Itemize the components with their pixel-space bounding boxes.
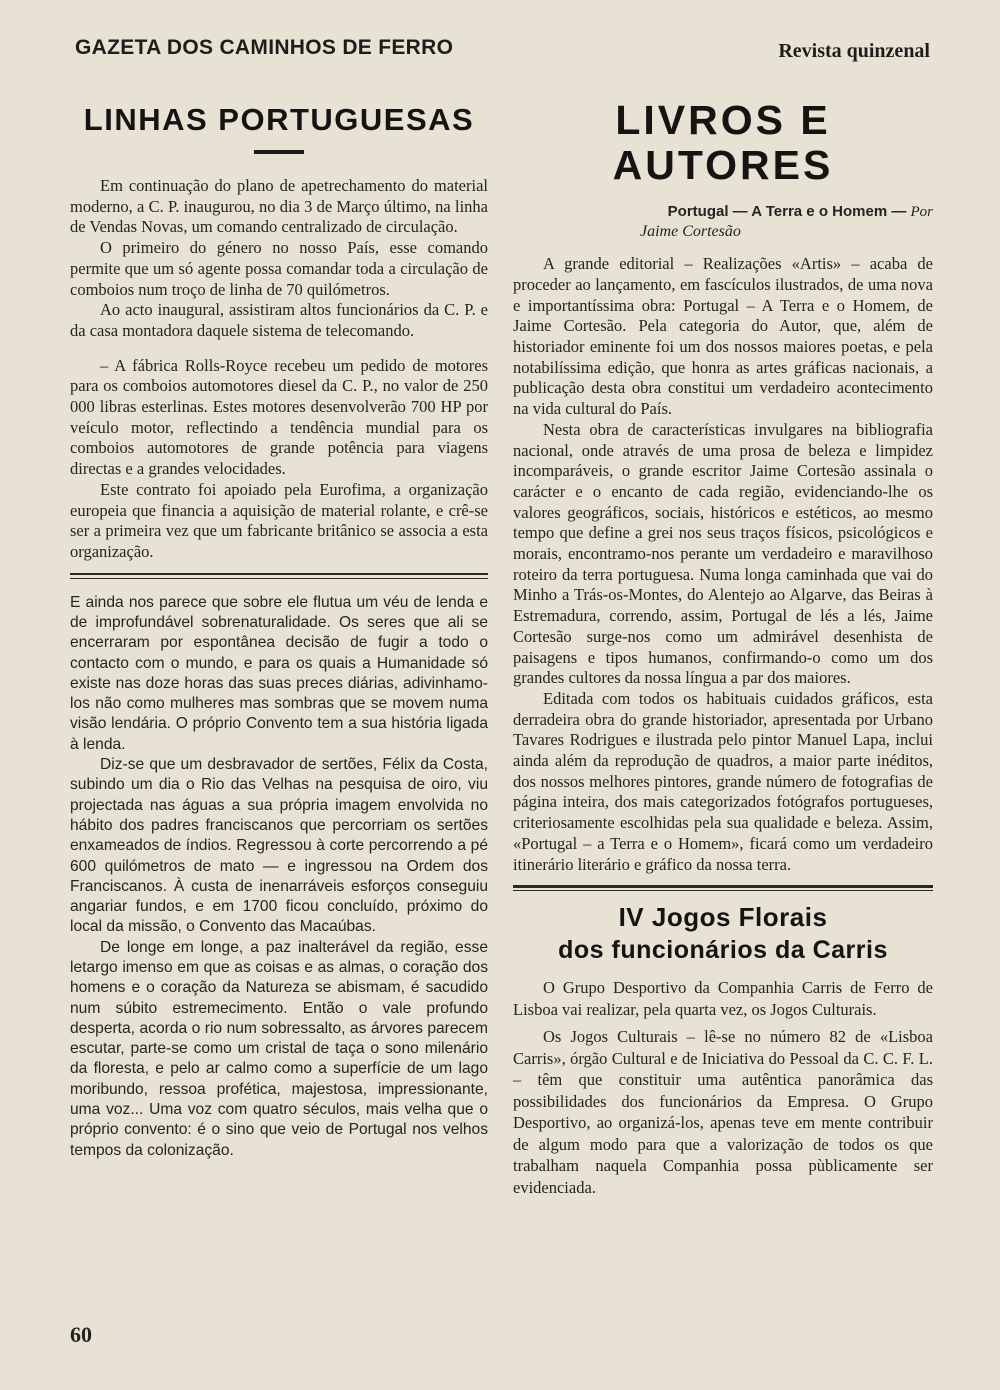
book-title-text: Portugal — A Terra e o Homem —: [667, 203, 907, 221]
article-paragraph: Este contrato foi apoiado pela Eurofima, a organização europeia que financia a aquisição de material rolante, e crê-se ser a primeira vez que um fabricante britânico se associa a esta organização.: [70, 479, 488, 561]
book-author: Jaime Cortesão: [640, 223, 741, 241]
story-paragraph: De longe em longe, a paz inalterável da região, esse letargo imenso em que as coisas e as almas, o coração dos homens e o coração da Natureza se abismam, é sacudido num súbito estremecimento. Então o vale profundo desperta, acorda o rio num sobressalto, as árvores parecem escutar, parte-se como um cristal de taça o sono milenário da floresta, e pelo ar calmo como a superfície de um lago moribundo, ressoa profética, majestosa, impressionante, uma voz... Uma voz com quatro séculos, mais velha que o próprio convento: é o sino que veio de Portugal nos velhos tempos da colonização.: [70, 938, 488, 1159]
jogos-article: [513, 977, 933, 1198]
section-divider: [513, 885, 933, 891]
section-subtitle-jogos-florais: dos funcionários da Carris: [558, 936, 888, 965]
page-number: 60: [70, 1322, 92, 1347]
section-title-linhas-portuguesas: LINHAS PORTUGUESAS: [83, 102, 475, 137]
story-paragraph: E ainda nos parece que sobre ele flutua um véu de lenda e de improfundável sobrenaturalidade. Os seres que ali se encerraram por espontânea decisão de fugir a todo o contacto com o mundo, e para os quais a Humanidade só existe nas doze horas das suas preces diárias, adivinhamo-los não como mulheres mas sombras que se movem numa visão lendária. O próprio Convento tem a sua história ligada à lenda.: [70, 593, 488, 753]
right-column: [513, 96, 933, 1198]
running-header-issue: Revista quinzenal: [778, 40, 930, 62]
book-title: [513, 202, 933, 222]
article-paragraph: O primeiro do género no nosso País, esse comando permite que um só agente possa comandar toda a circulação de comboios num troço de linha de 70 quilómetros.: [70, 238, 488, 299]
story-paragraph: Diz-se que um desbravador de sertões, Félix da Costa, subindo um dia o Rio das Velhas na pesquisa de oiro, viu projectada nas águas a sua própria imagem envolvida no hábito dos padres franciscanos que percorriam os sertões enxameados de índios. Regressou à corte percorrendo a pé 600 quilómetros de mato — e ingressou na Ordem dos Franciscanos. À custa de inenarráveis esforços conseguiu angariar fundos, e em 1700 ficou concluído, próximo do local da missão, o Convento das Macaúbas.: [70, 756, 488, 936]
article-paragraph: Editada com todos os habituais cuidados gráficos, esta derradeira obra do grande historiador, apresentada por Urbano Tavares Rodrigues e ilustrada pelo pintor Manuel Lapa, inclui ainda além da reprodução de quadros, a maior parte inéditos, dos nossos melhores pintores, grande número de fotografias de página inteira, dos mais categorizados fotógrafos portugueses, criteriosamente escolhidas pela sua qualidade e beleza. Assim, «Portugal – a Terra e o Homem», ficará como um verdadeiro itinerário literário e gráfico da nossa terra.: [513, 688, 933, 874]
book-by: Por: [910, 204, 933, 221]
article-paragraph: Nesta obra de características invulgares na bibliografia nacional, onde através de uma prosa de beleza e limpidez incomparáveis, o grande escritor Jaime Cortesão assinala o carácter e o encanto de cada região, evidenciando-lhe os valores geográficos, sociais, históricos e estéticos, ao mesmo tempo que define a grei nos seus traços físicos, psicológicos e morais, encontramo-nos perante um verdadeiro e maravilhoso roteiro da terra portuguesa. Numa longa caminhada que vai do Minho a Trás-os-Montes, do Alentejo ao Algarve, das Beiras à Estremadura, correndo, assim, Portugal de lés a lés, Jaime Cortesão surge-nos como um admirável desenhista de paisagens e tipos humanos, confirmando-o como um dos grandes cultores da nossa língua a par dos maiores.: [513, 419, 933, 688]
livros-article: [513, 254, 933, 875]
section-divider: [70, 573, 488, 579]
section-title-jogos-florais: IV Jogos Florais: [618, 902, 828, 933]
title-underline: [254, 150, 304, 154]
section-title-livros-e-autores: LIVROS E AUTORES: [612, 97, 834, 189]
article-paragraph: A grande editorial – Realizações «Artis» – acaba de proceder ao lançamento, em fascículos ilustrados, de uma nova e importantíssima obra: Portugal – A Terra e o Homem, de Jaime Cortesão. Pela categoria do Autor, que, além de historiador eminente foi um dos nossos maiores poetas, e pela notabilíssima edição, que honra as artes gráficas nacionais, a publicação desta obra constitui um verdadeiro acontecimento na vida cultural do País.: [513, 254, 933, 419]
article-paragraph: – A fábrica Rolls-Royce recebeu um pedido de motores para os comboios automotores diesel da C. P., no valor de 250 000 libras esterlinas. Estes motores desenvolverão 700 HP por veículo motor, reflectindo a tendência mundial para os comboios automotores de grande potência para viagens directas e a grandes velocidades.: [70, 355, 488, 479]
article-paragraph: Em continuação do plano de apetrechamento do material moderno, a C. P. inaugurou, no dia 3 de Março último, na linha de Vendas Novas, um comando centralizado de circulação.: [70, 176, 488, 237]
running-header-title: GAZETA DOS CAMINHOS DE FERRO: [75, 36, 454, 59]
linhas-article: [70, 176, 488, 563]
article-paragraph: Os Jogos Culturais – lê-se no número 82 de «Lisboa Carris», órgão Cultural e de Iniciativa do Pessoal da C. C. F. L. – têm que constituir uma autêntica panorâmica das possibilidades dos funcionários da Empresa. O Grupo Desportivo, ao organizá-los, apenas teve em mente contribuir de algum modo para que a valorização de todos os que trabalham naquela Companhia possa pùblicamente ser evidenciada.: [513, 1027, 933, 1197]
article-paragraph: O Grupo Desportivo da Companhia Carris de Ferro de Lisboa vai realizar, pela quarta vez, os Jogos Culturais.: [513, 978, 933, 1019]
convento-story: [70, 593, 488, 1161]
article-paragraph: Ao acto inaugural, assistiram altos funcionários da C. P. e da casa montadora daquele sistema de telecomando.: [70, 300, 488, 340]
paragraph-gap: [70, 342, 488, 356]
left-column: [70, 96, 488, 1161]
